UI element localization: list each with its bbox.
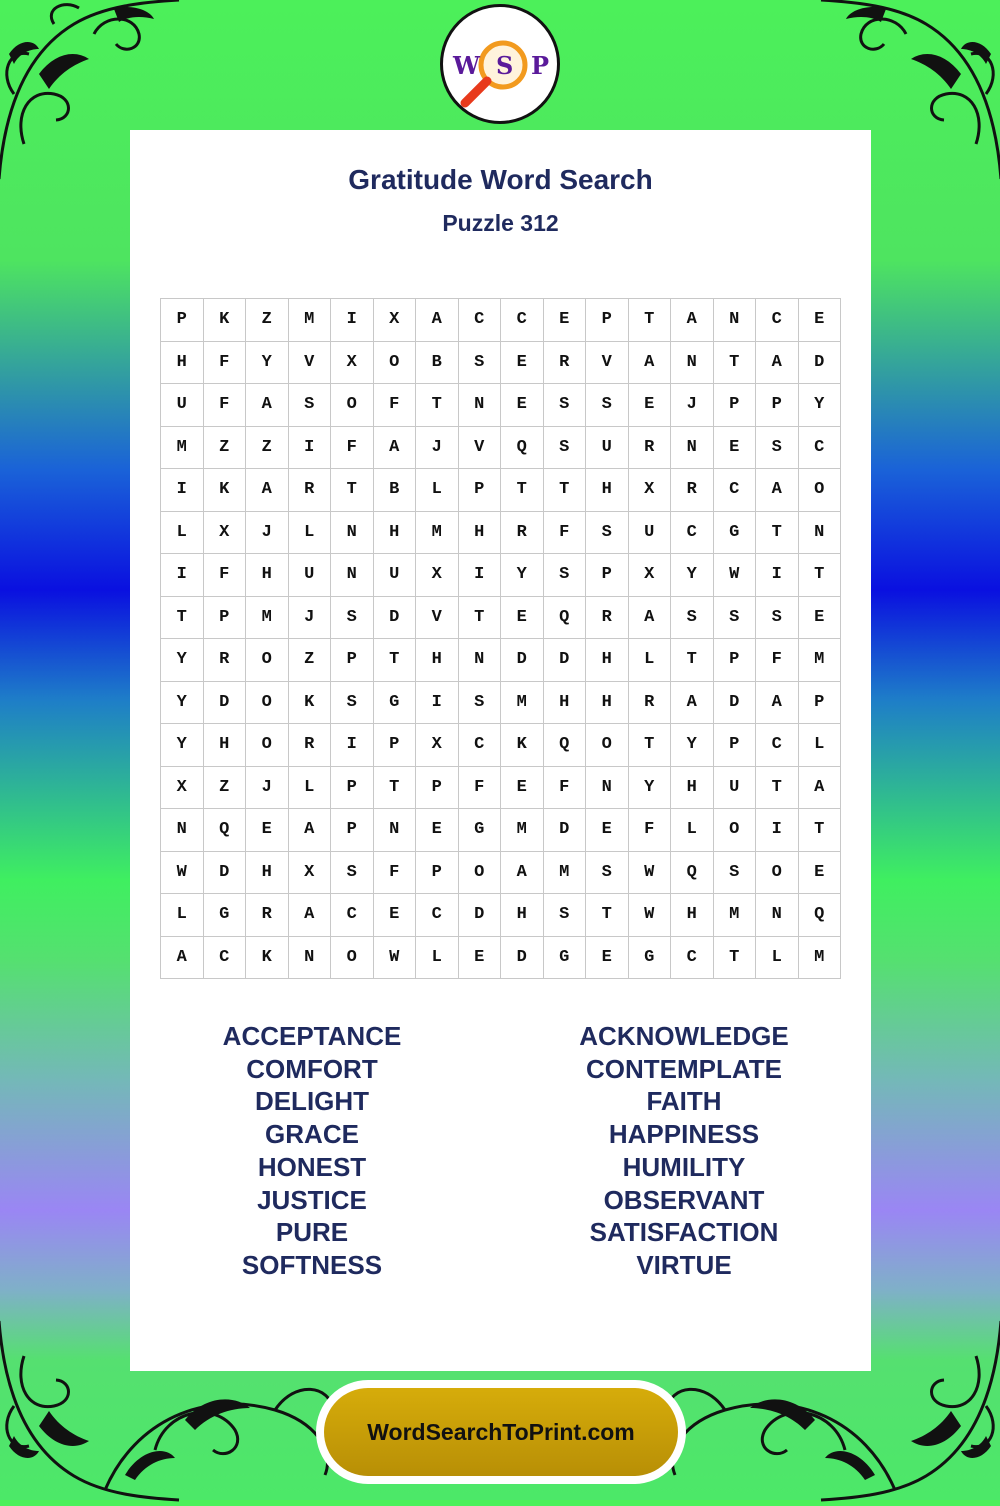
- grid-cell[interactable]: F: [459, 767, 502, 810]
- grid-cell[interactable]: Y: [629, 767, 672, 810]
- grid-cell[interactable]: D: [459, 894, 502, 937]
- grid-cell[interactable]: L: [629, 639, 672, 682]
- grid-cell[interactable]: X: [629, 469, 672, 512]
- grid-cell[interactable]: X: [289, 852, 332, 895]
- grid-cell[interactable]: I: [161, 554, 204, 597]
- word-item: ACCEPTANCE: [222, 1021, 402, 1051]
- grid-cell[interactable]: A: [629, 342, 672, 385]
- grid-cell[interactable]: Q: [204, 809, 247, 852]
- grid-cell[interactable]: E: [501, 342, 544, 385]
- grid-cell[interactable]: P: [416, 767, 459, 810]
- grid-cell[interactable]: M: [714, 894, 757, 937]
- grid-cell[interactable]: A: [501, 852, 544, 895]
- grid-cell[interactable]: T: [374, 767, 417, 810]
- grid-cell[interactable]: P: [586, 299, 629, 342]
- grid-cell[interactable]: C: [331, 894, 374, 937]
- grid-cell[interactable]: A: [374, 427, 417, 470]
- grid-cell[interactable]: C: [799, 427, 842, 470]
- grid-cell[interactable]: Y: [671, 554, 714, 597]
- grid-cell[interactable]: U: [161, 384, 204, 427]
- grid-cell[interactable]: I: [459, 554, 502, 597]
- grid-cell[interactable]: D: [799, 342, 842, 385]
- grid-cell[interactable]: T: [544, 469, 587, 512]
- grid-cell[interactable]: R: [501, 512, 544, 555]
- grid-cell[interactable]: H: [671, 894, 714, 937]
- grid-cell[interactable]: P: [416, 852, 459, 895]
- grid-cell[interactable]: G: [544, 937, 587, 980]
- grid-cell[interactable]: P: [459, 469, 502, 512]
- grid-cell[interactable]: L: [289, 767, 332, 810]
- grid-cell[interactable]: A: [629, 597, 672, 640]
- grid-cell[interactable]: P: [331, 639, 374, 682]
- grid-cell[interactable]: N: [331, 554, 374, 597]
- grid-cell[interactable]: L: [671, 809, 714, 852]
- grid-cell[interactable]: O: [331, 384, 374, 427]
- grid-cell[interactable]: F: [374, 384, 417, 427]
- grid-cell[interactable]: F: [204, 342, 247, 385]
- grid-cell[interactable]: N: [459, 384, 502, 427]
- grid-cell[interactable]: E: [374, 894, 417, 937]
- grid-cell[interactable]: C: [501, 299, 544, 342]
- grid-cell[interactable]: G: [459, 809, 502, 852]
- grid-cell[interactable]: N: [671, 342, 714, 385]
- grid-cell[interactable]: O: [246, 682, 289, 725]
- grid-cell[interactable]: A: [671, 299, 714, 342]
- grid-cell[interactable]: H: [246, 852, 289, 895]
- logo-letter-s: S: [496, 51, 514, 80]
- word-item: HUMILITY: [622, 1151, 746, 1182]
- grid-cell[interactable]: T: [756, 767, 799, 810]
- grid-cell[interactable]: H: [161, 342, 204, 385]
- grid-cell[interactable]: U: [714, 767, 757, 810]
- grid-cell[interactable]: K: [204, 469, 247, 512]
- grid-cell[interactable]: J: [416, 427, 459, 470]
- grid-cell[interactable]: P: [331, 809, 374, 852]
- grid-cell[interactable]: X: [331, 342, 374, 385]
- grid-cell[interactable]: N: [671, 427, 714, 470]
- grid-cell[interactable]: S: [331, 597, 374, 640]
- grid-cell[interactable]: H: [246, 554, 289, 597]
- grid-cell[interactable]: P: [714, 724, 757, 767]
- word-list-right: [499, 1020, 869, 1282]
- grid-cell[interactable]: D: [714, 682, 757, 725]
- grid-cell[interactable]: Q: [799, 894, 842, 937]
- grid-cell[interactable]: R: [586, 597, 629, 640]
- grid-cell[interactable]: P: [799, 682, 842, 725]
- grid-cell[interactable]: D: [501, 937, 544, 980]
- grid-cell[interactable]: C: [416, 894, 459, 937]
- puzzle-title: Gratitude Word Search: [348, 164, 653, 195]
- grid-cell[interactable]: V: [586, 342, 629, 385]
- grid-cell[interactable]: M: [501, 809, 544, 852]
- grid-cell[interactable]: I: [289, 427, 332, 470]
- grid-cell[interactable]: Z: [289, 639, 332, 682]
- grid-cell[interactable]: H: [544, 682, 587, 725]
- grid-cell[interactable]: C: [459, 724, 502, 767]
- grid-cell[interactable]: Q: [671, 852, 714, 895]
- grid-cell[interactable]: C: [671, 937, 714, 980]
- grid-cell[interactable]: K: [501, 724, 544, 767]
- grid-cell[interactable]: H: [586, 469, 629, 512]
- grid-cell[interactable]: L: [416, 469, 459, 512]
- grid-cell[interactable]: D: [544, 809, 587, 852]
- grid-cell[interactable]: G: [629, 937, 672, 980]
- grid-cell[interactable]: O: [586, 724, 629, 767]
- grid-cell[interactable]: E: [544, 299, 587, 342]
- word-item: OBSERVANT: [603, 1184, 765, 1215]
- word-item: FAITH: [646, 1086, 722, 1117]
- grid-cell[interactable]: C: [714, 469, 757, 512]
- grid-cell[interactable]: W: [374, 937, 417, 980]
- grid-cell[interactable]: C: [756, 299, 799, 342]
- grid-cell[interactable]: H: [204, 724, 247, 767]
- grid-cell[interactable]: D: [544, 639, 587, 682]
- grid-cell[interactable]: E: [459, 937, 502, 980]
- grid-cell[interactable]: M: [799, 937, 842, 980]
- grid-cell[interactable]: R: [204, 639, 247, 682]
- grid-cell[interactable]: A: [756, 342, 799, 385]
- grid-cell[interactable]: P: [714, 639, 757, 682]
- grid-cell[interactable]: H: [671, 767, 714, 810]
- grid-cell[interactable]: Q: [501, 427, 544, 470]
- grid-cell[interactable]: T: [799, 809, 842, 852]
- grid-cell[interactable]: B: [416, 342, 459, 385]
- grid-cell[interactable]: I: [756, 554, 799, 597]
- grid-cell[interactable]: J: [246, 512, 289, 555]
- grid-cell[interactable]: Z: [204, 767, 247, 810]
- word-item: JUSTICE: [257, 1184, 367, 1215]
- grid-cell[interactable]: D: [501, 639, 544, 682]
- grid-cell[interactable]: A: [671, 682, 714, 725]
- grid-cell[interactable]: T: [714, 342, 757, 385]
- grid-cell[interactable]: E: [416, 809, 459, 852]
- grid-cell[interactable]: X: [204, 512, 247, 555]
- grid-cell[interactable]: E: [799, 299, 842, 342]
- grid-cell[interactable]: V: [416, 597, 459, 640]
- word-item: HONEST: [257, 1151, 367, 1182]
- grid-cell[interactable]: T: [799, 554, 842, 597]
- word-item: SATISFACTION: [589, 1217, 779, 1248]
- grid-cell[interactable]: X: [416, 554, 459, 597]
- grid-cell[interactable]: S: [671, 597, 714, 640]
- grid-cell[interactable]: R: [629, 682, 672, 725]
- grid-cell[interactable]: T: [586, 894, 629, 937]
- grid-cell[interactable]: M: [246, 597, 289, 640]
- grid-cell[interactable]: W: [714, 554, 757, 597]
- grid-cell[interactable]: E: [501, 597, 544, 640]
- grid-cell[interactable]: L: [161, 512, 204, 555]
- grid-cell[interactable]: M: [501, 682, 544, 725]
- puzzle-number: Puzzle 312: [442, 210, 559, 236]
- grid-cell[interactable]: H: [459, 512, 502, 555]
- word-item: CONTEMPLATE: [586, 1053, 782, 1084]
- grid-cell[interactable]: C: [459, 299, 502, 342]
- grid-cell[interactable]: O: [374, 342, 417, 385]
- grid-cell[interactable]: W: [629, 852, 672, 895]
- grid-cell[interactable]: K: [246, 937, 289, 980]
- grid-cell[interactable]: P: [204, 597, 247, 640]
- grid-cell[interactable]: R: [671, 469, 714, 512]
- grid-cell[interactable]: Z: [246, 299, 289, 342]
- grid-cell[interactable]: N: [714, 299, 757, 342]
- grid-cell[interactable]: O: [331, 937, 374, 980]
- grid-cell[interactable]: I: [331, 724, 374, 767]
- grid-cell[interactable]: P: [331, 767, 374, 810]
- grid-cell[interactable]: N: [374, 809, 417, 852]
- puzzle-card: [130, 130, 871, 1371]
- grid-cell[interactable]: K: [204, 299, 247, 342]
- grid-cell[interactable]: P: [586, 554, 629, 597]
- grid-cell[interactable]: L: [161, 894, 204, 937]
- grid-cell[interactable]: Y: [161, 724, 204, 767]
- grid-cell[interactable]: H: [586, 639, 629, 682]
- grid-cell[interactable]: G: [204, 894, 247, 937]
- grid-cell[interactable]: A: [756, 682, 799, 725]
- grid-cell[interactable]: T: [714, 937, 757, 980]
- grid-cell[interactable]: C: [756, 724, 799, 767]
- logo-letter-w: W: [453, 51, 480, 80]
- grid-cell[interactable]: L: [289, 512, 332, 555]
- grid-cell[interactable]: Z: [204, 427, 247, 470]
- grid-cell[interactable]: Z: [246, 427, 289, 470]
- grid-cell[interactable]: S: [331, 852, 374, 895]
- grid-cell[interactable]: M: [161, 427, 204, 470]
- grid-cell[interactable]: M: [799, 639, 842, 682]
- grid-cell[interactable]: T: [501, 469, 544, 512]
- grid-cell[interactable]: N: [586, 767, 629, 810]
- grid-cell[interactable]: W: [629, 894, 672, 937]
- word-list: [130, 1020, 871, 1282]
- grid-cell[interactable]: T: [161, 597, 204, 640]
- grid-cell[interactable]: F: [204, 554, 247, 597]
- grid-cell[interactable]: U: [629, 512, 672, 555]
- letter-grid: [160, 298, 841, 979]
- grid-cell[interactable]: T: [671, 639, 714, 682]
- grid-cell[interactable]: E: [586, 937, 629, 980]
- grid-cell[interactable]: A: [289, 894, 332, 937]
- grid-cell[interactable]: F: [756, 639, 799, 682]
- grid-cell[interactable]: G: [374, 682, 417, 725]
- grid-cell[interactable]: S: [714, 597, 757, 640]
- word-item: COMFORT: [246, 1053, 378, 1084]
- grid-cell[interactable]: S: [586, 852, 629, 895]
- grid-cell[interactable]: R: [289, 469, 332, 512]
- grid-cell[interactable]: A: [756, 469, 799, 512]
- grid-cell[interactable]: H: [416, 639, 459, 682]
- grid-cell[interactable]: A: [289, 809, 332, 852]
- grid-cell[interactable]: N: [799, 512, 842, 555]
- grid-cell[interactable]: C: [671, 512, 714, 555]
- grid-cell[interactable]: H: [374, 512, 417, 555]
- grid-cell[interactable]: E: [799, 852, 842, 895]
- grid-cell[interactable]: P: [374, 724, 417, 767]
- grid-cell[interactable]: I: [756, 809, 799, 852]
- grid-cell[interactable]: Y: [161, 639, 204, 682]
- grid-cell[interactable]: P: [161, 299, 204, 342]
- grid-cell[interactable]: S: [714, 852, 757, 895]
- grid-cell[interactable]: S: [756, 427, 799, 470]
- word-item: PURE: [275, 1217, 349, 1248]
- grid-cell[interactable]: S: [544, 427, 587, 470]
- grid-cell[interactable]: N: [459, 639, 502, 682]
- grid-cell[interactable]: Y: [501, 554, 544, 597]
- grid-cell[interactable]: E: [246, 809, 289, 852]
- grid-cell[interactable]: S: [544, 554, 587, 597]
- grid-cell[interactable]: O: [246, 639, 289, 682]
- grid-cell[interactable]: H: [501, 894, 544, 937]
- grid-cell[interactable]: E: [501, 384, 544, 427]
- word-item: VIRTUE: [636, 1249, 732, 1280]
- grid-cell[interactable]: X: [416, 724, 459, 767]
- grid-cell[interactable]: M: [289, 299, 332, 342]
- grid-cell[interactable]: C: [204, 937, 247, 980]
- grid-cell[interactable]: P: [714, 384, 757, 427]
- grid-cell[interactable]: F: [544, 512, 587, 555]
- grid-cell[interactable]: B: [374, 469, 417, 512]
- grid-cell[interactable]: N: [331, 512, 374, 555]
- grid-cell[interactable]: I: [161, 469, 204, 512]
- grid-cell[interactable]: S: [459, 682, 502, 725]
- grid-cell[interactable]: E: [501, 767, 544, 810]
- grid-cell[interactable]: Q: [544, 597, 587, 640]
- grid-cell[interactable]: R: [544, 342, 587, 385]
- grid-cell[interactable]: U: [289, 554, 332, 597]
- word-item: SOFTNESS: [241, 1249, 383, 1280]
- grid-cell[interactable]: T: [374, 639, 417, 682]
- grid-cell[interactable]: A: [799, 767, 842, 810]
- grid-cell[interactable]: D: [204, 682, 247, 725]
- grid-cell[interactable]: I: [416, 682, 459, 725]
- grid-cell[interactable]: F: [331, 427, 374, 470]
- grid-cell[interactable]: N: [756, 894, 799, 937]
- word-item: HAPPINESS: [608, 1119, 760, 1150]
- grid-cell[interactable]: N: [161, 809, 204, 852]
- grid-cell[interactable]: P: [756, 384, 799, 427]
- grid-cell[interactable]: T: [629, 299, 672, 342]
- grid-cell[interactable]: Q: [544, 724, 587, 767]
- grid-cell[interactable]: V: [289, 342, 332, 385]
- grid-cell[interactable]: U: [374, 554, 417, 597]
- grid-cell[interactable]: T: [629, 724, 672, 767]
- grid-cell[interactable]: T: [459, 597, 502, 640]
- site-link-button[interactable]: WordSearchToPrint.com: [324, 1388, 678, 1476]
- grid-cell[interactable]: S: [756, 597, 799, 640]
- grid-cell[interactable]: S: [586, 512, 629, 555]
- grid-cell[interactable]: O: [714, 809, 757, 852]
- grid-cell[interactable]: E: [799, 597, 842, 640]
- grid-cell[interactable]: O: [799, 469, 842, 512]
- word-item: ACKNOWLEDGE: [579, 1021, 789, 1051]
- grid-cell[interactable]: D: [204, 852, 247, 895]
- grid-cell[interactable]: J: [671, 384, 714, 427]
- logo-letter-p: P: [531, 51, 550, 80]
- grid-cell[interactable]: O: [459, 852, 502, 895]
- grid-cell[interactable]: J: [246, 767, 289, 810]
- grid-cell[interactable]: M: [416, 512, 459, 555]
- grid-cell[interactable]: L: [416, 937, 459, 980]
- word-item: GRACE: [265, 1119, 359, 1150]
- grid-cell[interactable]: Y: [671, 724, 714, 767]
- grid-cell[interactable]: S: [544, 384, 587, 427]
- grid-cell[interactable]: A: [246, 469, 289, 512]
- grid-cell[interactable]: F: [374, 852, 417, 895]
- word-item: DELIGHT: [254, 1086, 370, 1117]
- grid-cell[interactable]: S: [586, 384, 629, 427]
- grid-cell[interactable]: O: [246, 724, 289, 767]
- grid-cell[interactable]: T: [416, 384, 459, 427]
- grid-cell[interactable]: V: [459, 427, 502, 470]
- grid-cell[interactable]: K: [289, 682, 332, 725]
- grid-cell[interactable]: Y: [246, 342, 289, 385]
- grid-cell[interactable]: G: [714, 512, 757, 555]
- grid-cell[interactable]: T: [756, 512, 799, 555]
- grid-cell[interactable]: S: [331, 682, 374, 725]
- grid-cell[interactable]: Y: [799, 384, 842, 427]
- grid-cell[interactable]: J: [289, 597, 332, 640]
- grid-cell[interactable]: X: [374, 299, 417, 342]
- grid-cell[interactable]: E: [629, 384, 672, 427]
- grid-cell[interactable]: T: [331, 469, 374, 512]
- grid-cell[interactable]: L: [799, 724, 842, 767]
- footer-badge: [316, 1380, 686, 1484]
- grid-cell[interactable]: F: [629, 809, 672, 852]
- grid-cell[interactable]: H: [586, 682, 629, 725]
- grid-cell[interactable]: A: [416, 299, 459, 342]
- grid-cell[interactable]: Y: [161, 682, 204, 725]
- grid-cell[interactable]: W: [161, 852, 204, 895]
- grid-cell[interactable]: F: [544, 767, 587, 810]
- grid-cell[interactable]: U: [586, 427, 629, 470]
- grid-cell[interactable]: R: [629, 427, 672, 470]
- grid-cell[interactable]: I: [331, 299, 374, 342]
- grid-cell[interactable]: N: [289, 937, 332, 980]
- grid-cell[interactable]: E: [586, 809, 629, 852]
- grid-cell[interactable]: A: [161, 937, 204, 980]
- grid-cell[interactable]: A: [246, 384, 289, 427]
- word-list-left: [127, 1020, 497, 1282]
- wsp-logo: [440, 4, 560, 124]
- grid-cell[interactable]: S: [544, 894, 587, 937]
- grid-cell[interactable]: E: [714, 427, 757, 470]
- grid-cell[interactable]: S: [289, 384, 332, 427]
- grid-cell[interactable]: L: [756, 937, 799, 980]
- grid-cell[interactable]: R: [246, 894, 289, 937]
- grid-cell[interactable]: X: [629, 554, 672, 597]
- grid-cell[interactable]: R: [289, 724, 332, 767]
- grid-cell[interactable]: X: [161, 767, 204, 810]
- grid-cell[interactable]: O: [756, 852, 799, 895]
- grid-cell[interactable]: D: [374, 597, 417, 640]
- grid-cell[interactable]: S: [459, 342, 502, 385]
- grid-cell[interactable]: F: [204, 384, 247, 427]
- grid-cell[interactable]: M: [544, 852, 587, 895]
